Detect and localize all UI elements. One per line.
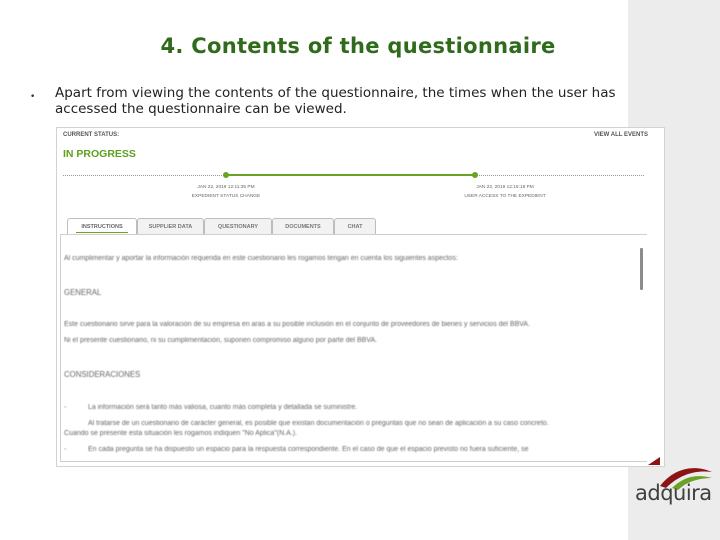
content-line: En cada pregunta se ha dispuesto un espacio para la respuesta correspondiente. En el caso de que el espacio previsto no fuera suficiente, se — [88, 446, 529, 453]
content-line: La información será tanto más valiosa, cuanto más completa y detallada se suministre. — [88, 404, 358, 411]
bullet-icon: • — [30, 92, 36, 102]
adquira-logo — [632, 462, 716, 522]
tab-chat[interactable]: CHAT — [334, 218, 376, 235]
timeline-event-2 — [445, 183, 565, 201]
timeline-event-dot[interactable] — [223, 172, 229, 178]
instructions-panel — [60, 234, 647, 462]
current-status-label: CURRENT STATUS: — [63, 132, 120, 138]
view-all-events-link[interactable]: VIEW ALL EVENTS — [593, 132, 648, 138]
list-bullet: - — [64, 446, 67, 453]
timeline-event-label: EXPEDIENT STATUS CHANGE — [191, 194, 261, 199]
tab-documents[interactable]: DOCUMENTS — [272, 218, 334, 235]
timeline-event-1 — [166, 183, 286, 201]
tab-questionary[interactable]: QUESTIONARY — [204, 218, 272, 235]
tab-instructions[interactable]: INSTRUCTIONS — [67, 218, 137, 236]
tab-supplier-data[interactable]: SUPPLIER DATA — [137, 218, 204, 235]
timeline-progress — [228, 174, 475, 176]
section-heading: GENERAL — [64, 288, 102, 297]
content-line: Ni el presente cuestionario, ni su cumplimentación, suponen compromiso alguno por parte del BBVA. — [64, 337, 378, 344]
timeline-event-label: USER ACCESS TO THE EXPEDIENT — [464, 194, 546, 199]
content-line: Al cumplimentar y aportar la información requerida en este cuestionario les rogamos tengan en cuenta los siguientes aspectos: — [64, 255, 458, 262]
timeline-event-dot[interactable] — [472, 172, 478, 178]
logo-text: adquira — [635, 481, 712, 505]
timeline-event-date: JAN 22, 2019 12:11:35 PM — [197, 185, 255, 190]
content-line: Este cuestionario sirve para la valoración de su empresa en aras a su posible inclusión en el conjunto de proveedores de bienes y servicios del BBVA. — [64, 321, 531, 328]
content-line: Cuando se presente esta situación les rogamos indiquen "No Aplica"(N.A.). — [64, 430, 297, 437]
scrollbar[interactable] — [640, 248, 643, 290]
status-value: IN PROGRESS — [63, 148, 136, 160]
questionnaire-screenshot — [56, 127, 665, 467]
list-bullet: - — [64, 404, 67, 411]
bullet-text: Apart from viewing the contents of the questionnaire, the times when the user has accessed the questionnaire can be viewed. — [55, 85, 616, 117]
content-line: Al tratarse de un cuestionario de carácter general, es posible que existan documentación o preguntas que no sean de aplicación a su caso concreto. — [88, 420, 549, 427]
timeline-event-date: JAN 23, 2019 12:16:18 PM — [476, 185, 534, 190]
slide-title: 4. Contents of the questionnaire — [160, 34, 556, 58]
section-heading: CONSIDERACIONES — [64, 370, 141, 379]
